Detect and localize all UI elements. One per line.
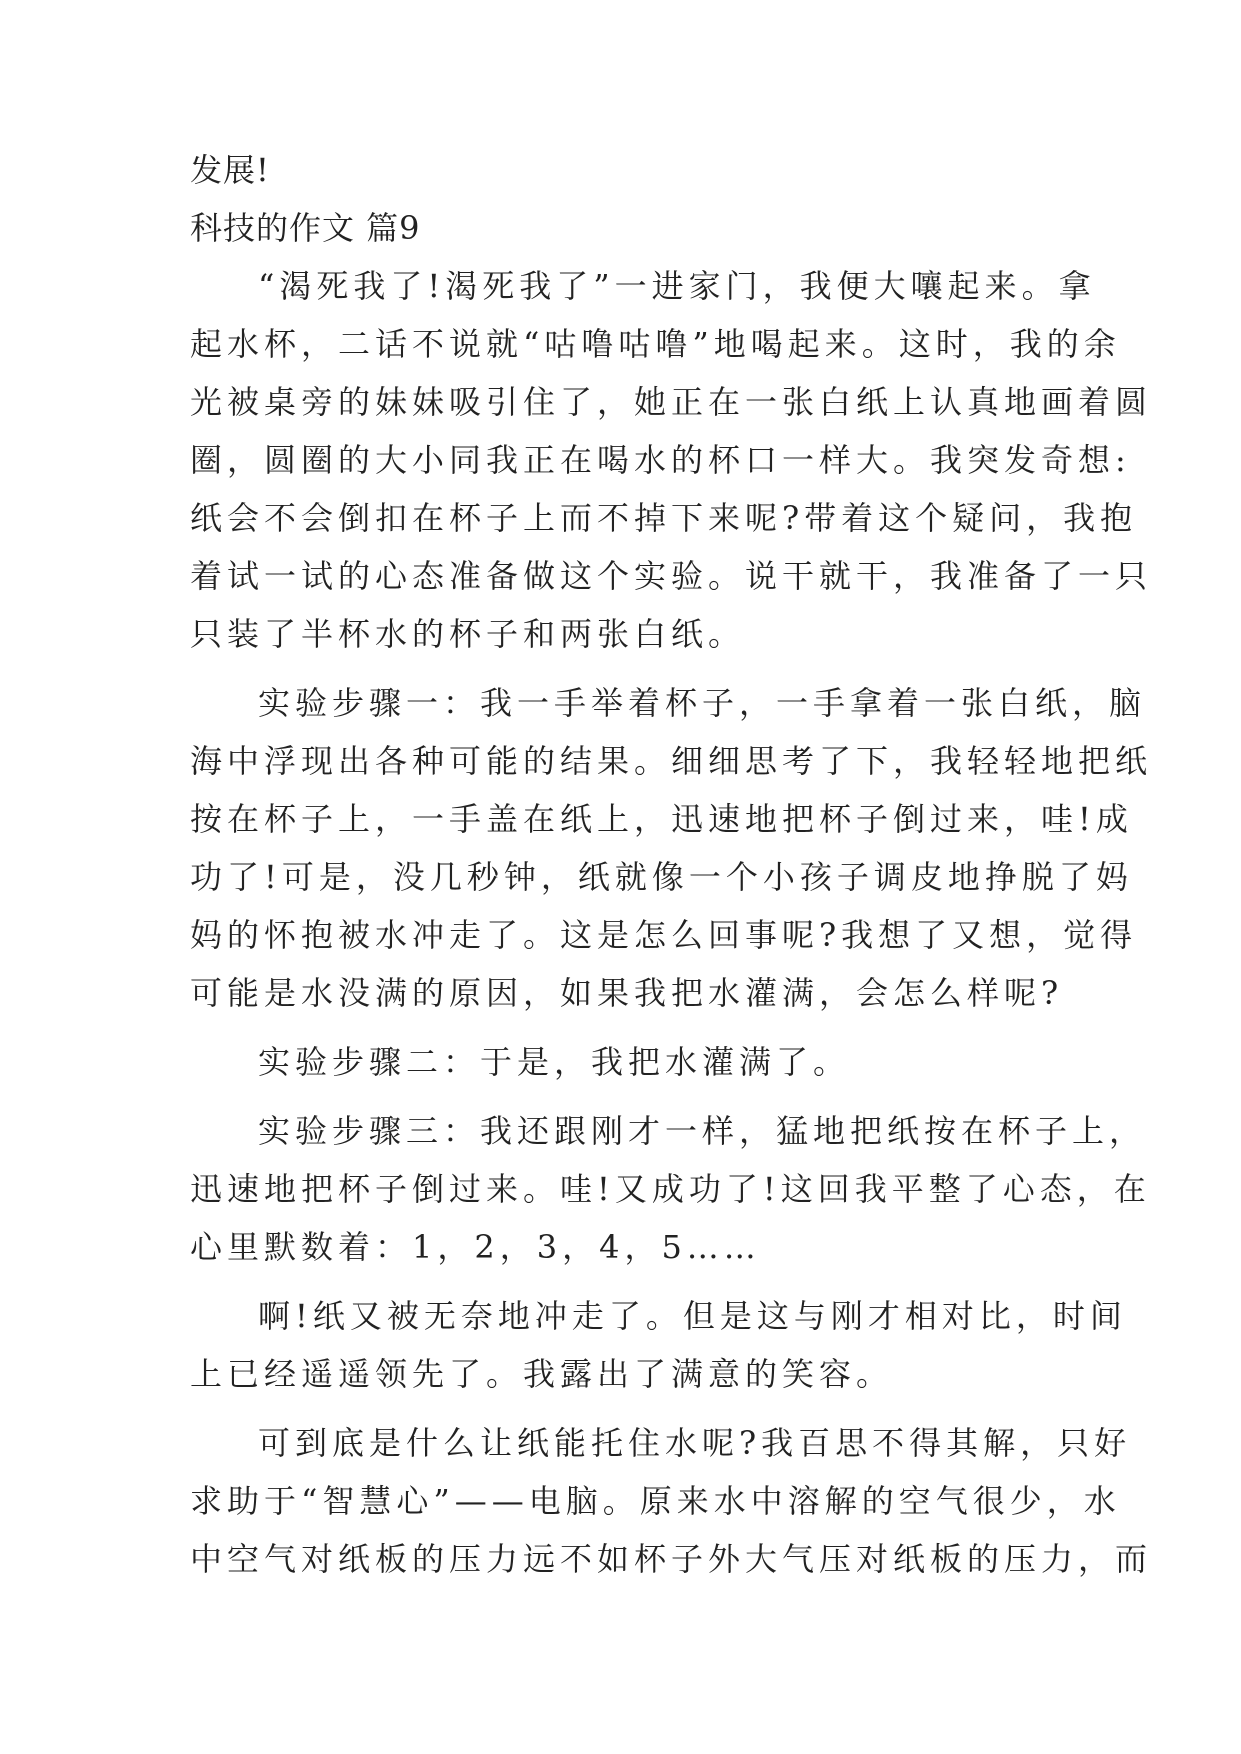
paragraph-line: 光被桌旁的妹妹吸引住了，她正在一张白纸上认真地画着圆 <box>190 383 1153 421</box>
paragraph-line: 可到底是什么让纸能托住水呢?我百思不得其解，只好 <box>258 1424 1132 1462</box>
paragraph-line: 可能是水没满的原因，如果我把水灌满，会怎么样呢? <box>190 974 1064 1012</box>
essay-title: 科技的作文 篇9 <box>190 209 421 247</box>
paragraph-line: 实验步骤二：于是，我把水灌满了。 <box>258 1043 851 1081</box>
paragraph-line: 上已经遥遥领先了。我露出了满意的笑容。 <box>190 1355 894 1393</box>
paragraph-line: 起水杯，二话不说就“咕噜咕噜”地喝起来。这时，我的余 <box>190 325 1121 363</box>
paragraph-line: 海中浮现出各种可能的结果。细细思考了下，我轻轻地把纸 <box>190 742 1153 780</box>
paragraph-line: 妈的怀抱被水冲走了。这是怎么回事呢?我想了又想，觉得 <box>190 916 1138 954</box>
paragraph-line: 圈，圆圈的大小同我正在喝水的杯口一样大。我突发奇想: <box>190 441 1131 479</box>
paragraph-line: 按在杯子上，一手盖在纸上，迅速地把杯子倒过来，哇!成 <box>190 800 1133 838</box>
paragraph-line: “渴死我了!渴死我了”一进家门，我便大嚷起来。拿 <box>258 267 1096 305</box>
paragraph-line: 心里默数着：1，2，3，4，5…… <box>190 1228 761 1266</box>
paragraph-line: 实验步骤一：我一手举着杯子，一手拿着一张白纸，脑 <box>258 684 1147 722</box>
paragraph-line: 中空气对纸板的压力远不如杯子外大气压对纸板的压力，而 <box>190 1540 1153 1578</box>
paragraph-line: 着试一试的心态准备做这个实验。说干就干，我准备了一只 <box>190 557 1153 595</box>
text-line: 发展! <box>190 151 270 189</box>
paragraph-line: 功了!可是，没几秒钟，纸就像一个小孩子调皮地挣脱了妈 <box>190 858 1133 896</box>
paragraph-line: 实验步骤三：我还跟刚才一样，猛地把纸按在杯子上， <box>258 1112 1147 1150</box>
paragraph-line: 迅速地把杯子倒过来。哇!又成功了!这回我平整了心态，在 <box>190 1170 1151 1208</box>
paragraph-line: 求助于“智慧心”——电脑。原来水中溶解的空气很少，水 <box>190 1482 1121 1520</box>
paragraph-line: 只装了半杯水的杯子和两张白纸。 <box>190 615 746 653</box>
paragraph-line: 啊!纸又被无奈地冲走了。但是这与刚才相对比，时间 <box>258 1297 1127 1335</box>
paragraph-line: 纸会不会倒扣在杯子上而不掉下来呢?带着这个疑问，我抱 <box>190 499 1138 537</box>
